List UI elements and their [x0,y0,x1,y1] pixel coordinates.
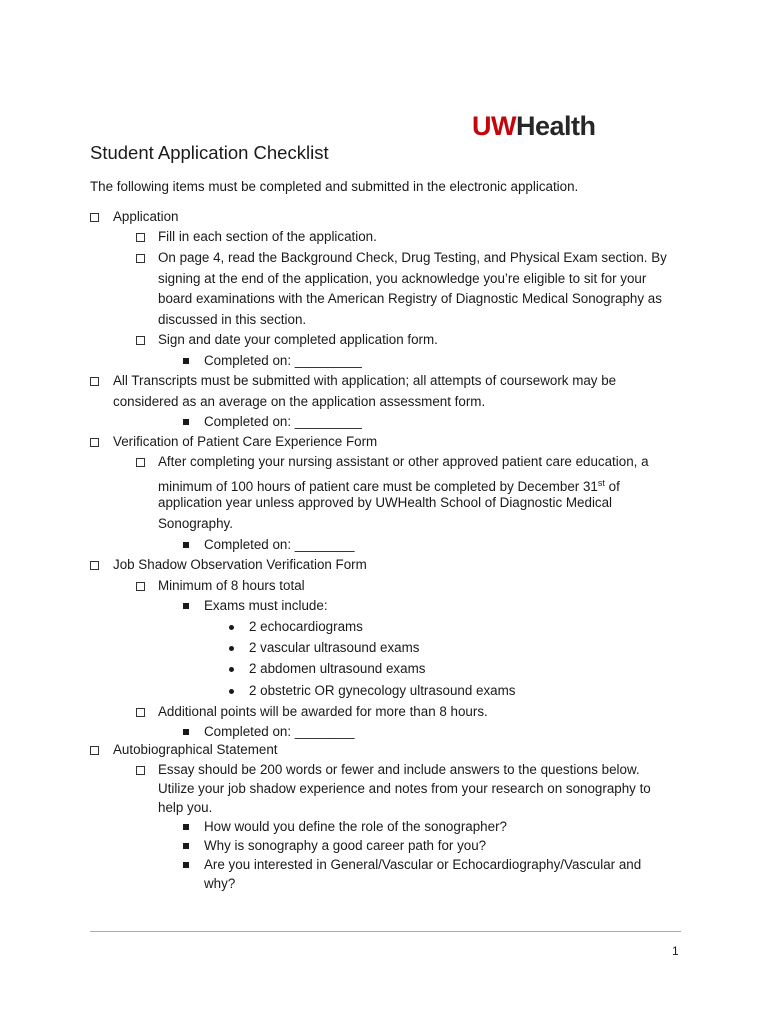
checkbox-additional-points[interactable] [136,708,145,717]
exam-item: 2 obstetric OR gynecology ultrasound exams [249,683,516,698]
essay-line-1: Essay should be 200 words or fewer and include answers to the questions below. [158,762,640,777]
page-number: 1 [672,944,679,958]
patient-care-line-2-tail: of [604,479,620,494]
fill-sections-text: Fill in each section of the application. [158,229,377,244]
question-item-continued: why? [204,876,236,891]
question-item: Are you interested in General/Vascular or Echocardiography/Vascular and [204,857,642,872]
checkbox-minimum-hours[interactable] [136,582,145,591]
checkbox-patient-care[interactable] [136,458,145,467]
bullet-square [183,542,189,548]
checkbox-transcripts[interactable] [90,377,99,386]
question-item: How would you define the role of the sonographer? [204,819,507,834]
page4-line-1: On page 4, read the Background Check, Drug Testing, and Physical Exam section. By [158,250,667,265]
job-shadow-completed-on: Completed on: ________ [204,724,355,739]
superscript-st: st [597,478,605,488]
autobiography-label: Autobiographical Statement [113,742,278,757]
patient-care-line-2-text: minimum of 100 hours of patient care must be completed by December 31 [158,479,598,494]
checkbox-application[interactable] [90,213,99,222]
bullet-square [183,603,189,609]
verification-label: Verification of Patient Care Experience Form [113,434,378,449]
job-shadow-label: Job Shadow Observation Verification Form [113,557,367,572]
checkbox-job-shadow[interactable] [90,561,99,570]
bullet-dot [229,689,234,694]
footer-rule [90,931,681,932]
checkbox-verification[interactable] [90,438,99,447]
bullet-square [183,358,189,364]
patient-care-line-3: application year unless approved by UWHealth School of Diagnostic Medical [158,495,613,510]
verification-completed-on: Completed on: ________ [204,537,355,552]
checkbox-autobiography[interactable] [90,746,99,755]
checkbox-essay[interactable] [136,766,145,775]
bullet-square [183,419,189,425]
transcripts-line-2: considered as an average on the application assessment form. [113,394,486,409]
question-item: Why is sonography a good career path for you? [204,838,487,853]
exams-label: Exams must include: [204,598,328,613]
application-completed-on: Completed on: _________ [204,353,362,368]
bullet-dot [229,646,234,651]
bullet-square [183,729,189,735]
page4-line-2: signing at the end of the application, you acknowledge you’re eligible to sit for your [158,271,647,286]
exam-item: 2 vascular ultrasound exams [249,640,420,655]
exam-item: 2 echocardiograms [249,619,363,634]
bullet-square [183,824,189,830]
bullet-square [183,843,189,849]
essay-line-2: Utilize your job shadow experience and notes from your research on sonography to [158,781,651,796]
essay-line-3: help you. [158,800,213,815]
uw-health-logo: UWHealth [472,111,596,141]
patient-care-line-4: Sonography. [158,516,233,531]
checkbox-page4[interactable] [136,254,145,263]
sign-date-text: Sign and date your completed application form. [158,332,438,347]
additional-points-text: Additional points will be awarded for more than 8 hours. [158,704,488,719]
application-label: Application [113,209,179,224]
page4-line-3: board examinations with the American Registry of Diagnostic Medical Sonography as [158,291,662,306]
page4-line-4: discussed in this section. [158,312,307,327]
patient-care-line-1: After completing your nursing assistant or other approved patient care education, a [158,454,649,469]
checkbox-sign-date[interactable] [136,336,145,345]
exam-item: 2 abdomen ultrasound exams [249,661,426,676]
intro-text: The following items must be completed and submitted in the electronic application. [90,179,579,194]
bullet-dot [229,667,234,672]
bullet-square [183,862,189,868]
checkbox-fill-sections[interactable] [136,233,145,242]
page-title: Student Application Checklist [90,142,329,163]
transcripts-line-1: All Transcripts must be submitted with application; all attempts of coursework may be [113,373,617,388]
minimum-hours-text: Minimum of 8 hours total [158,578,305,593]
transcripts-completed-on: Completed on: _________ [204,414,362,429]
bullet-dot [229,625,234,630]
patient-care-line-2 [158,474,620,496]
